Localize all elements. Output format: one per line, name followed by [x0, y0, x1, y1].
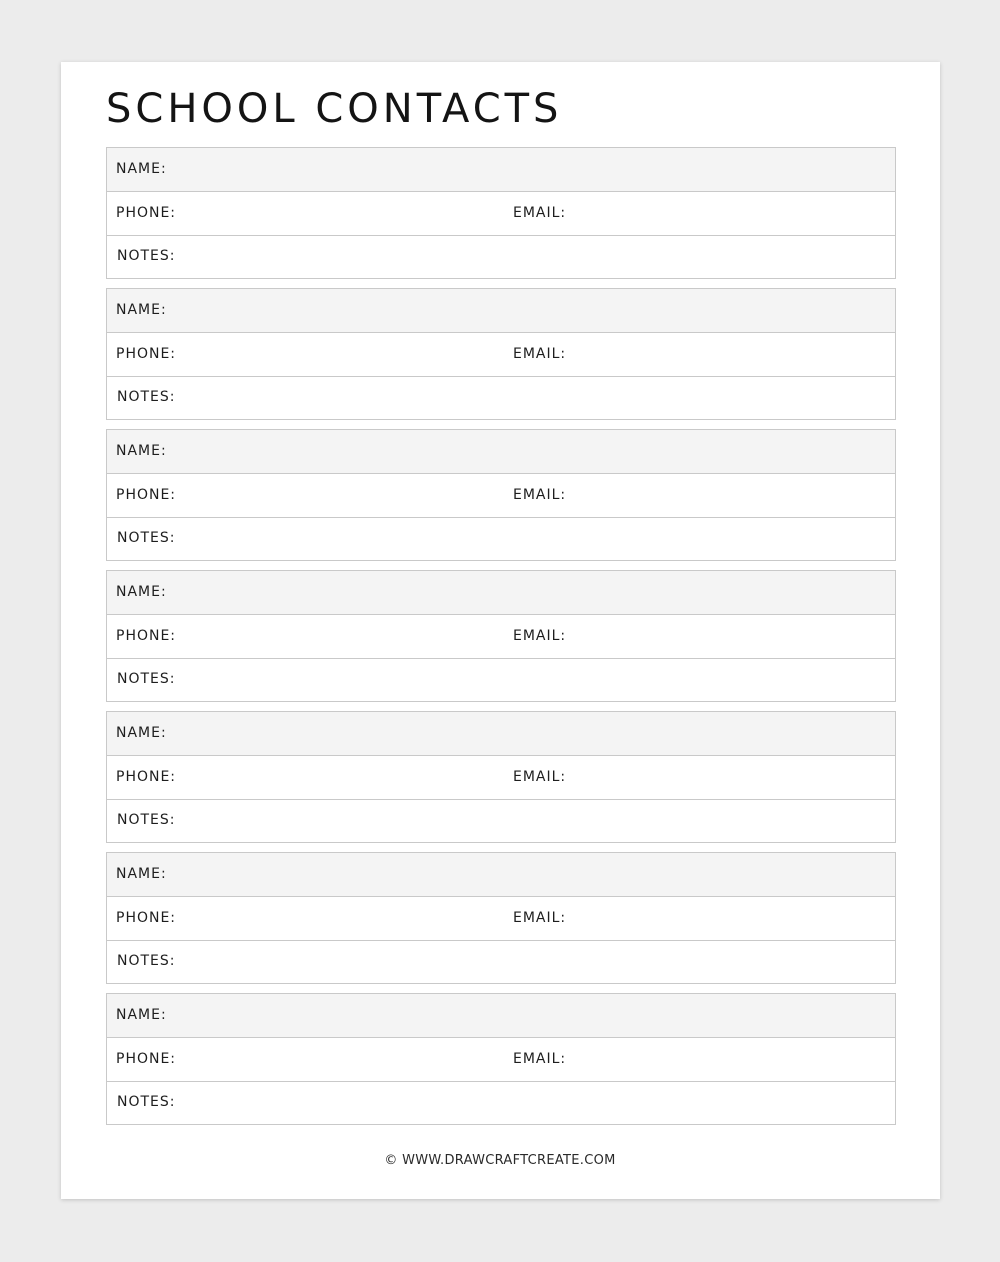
phone-label: PHONE:	[116, 910, 177, 926]
phone-email-row	[107, 756, 895, 800]
email-label: EMAIL:	[513, 346, 567, 362]
name-row	[107, 994, 895, 1038]
notes-row	[107, 659, 895, 701]
name-label: NAME:	[116, 725, 167, 741]
notes-row	[107, 800, 895, 842]
name-row	[107, 430, 895, 474]
phone-email-row	[107, 615, 895, 659]
phone-email-row	[107, 897, 895, 941]
notes-row	[107, 1082, 895, 1124]
name-row	[107, 148, 895, 192]
notes-row	[107, 941, 895, 983]
notes-label: NOTES:	[117, 389, 176, 405]
phone-email-row	[107, 1038, 895, 1082]
name-row	[107, 712, 895, 756]
email-label: EMAIL:	[513, 628, 567, 644]
page-title: SCHOOL CONTACTS	[106, 86, 563, 132]
notes-row	[107, 377, 895, 419]
name-label: NAME:	[116, 1007, 167, 1023]
name-label: NAME:	[116, 302, 167, 318]
name-label: NAME:	[116, 161, 167, 177]
name-label: NAME:	[116, 443, 167, 459]
notes-label: NOTES:	[117, 671, 176, 687]
contact-card	[106, 711, 896, 843]
phone-label: PHONE:	[116, 769, 177, 785]
phone-label: PHONE:	[116, 346, 177, 362]
name-row	[107, 289, 895, 333]
phone-label: PHONE:	[116, 1051, 177, 1067]
phone-email-row	[107, 474, 895, 518]
contacts-list	[106, 147, 896, 1134]
email-label: EMAIL:	[513, 910, 567, 926]
phone-email-row	[107, 192, 895, 236]
contact-card	[106, 288, 896, 420]
notes-label: NOTES:	[117, 812, 176, 828]
email-label: EMAIL:	[513, 487, 567, 503]
contact-card	[106, 429, 896, 561]
email-label: EMAIL:	[513, 1051, 567, 1067]
notes-label: NOTES:	[117, 1094, 176, 1110]
name-row	[107, 853, 895, 897]
phone-email-row	[107, 333, 895, 377]
contact-card	[106, 147, 896, 279]
email-label: EMAIL:	[513, 205, 567, 221]
notes-label: NOTES:	[117, 953, 176, 969]
phone-label: PHONE:	[116, 628, 177, 644]
copyright-footer: © WWW.DRAWCRAFTCREATE.COM	[384, 1153, 616, 1168]
notes-label: NOTES:	[117, 530, 176, 546]
name-label: NAME:	[116, 866, 167, 882]
phone-label: PHONE:	[116, 205, 177, 221]
email-label: EMAIL:	[513, 769, 567, 785]
name-row	[107, 571, 895, 615]
contact-card	[106, 852, 896, 984]
notes-row	[107, 518, 895, 560]
name-label: NAME:	[116, 584, 167, 600]
notes-label: NOTES:	[117, 248, 176, 264]
contact-card	[106, 993, 896, 1125]
contact-card	[106, 570, 896, 702]
notes-row	[107, 236, 895, 278]
phone-label: PHONE:	[116, 487, 177, 503]
